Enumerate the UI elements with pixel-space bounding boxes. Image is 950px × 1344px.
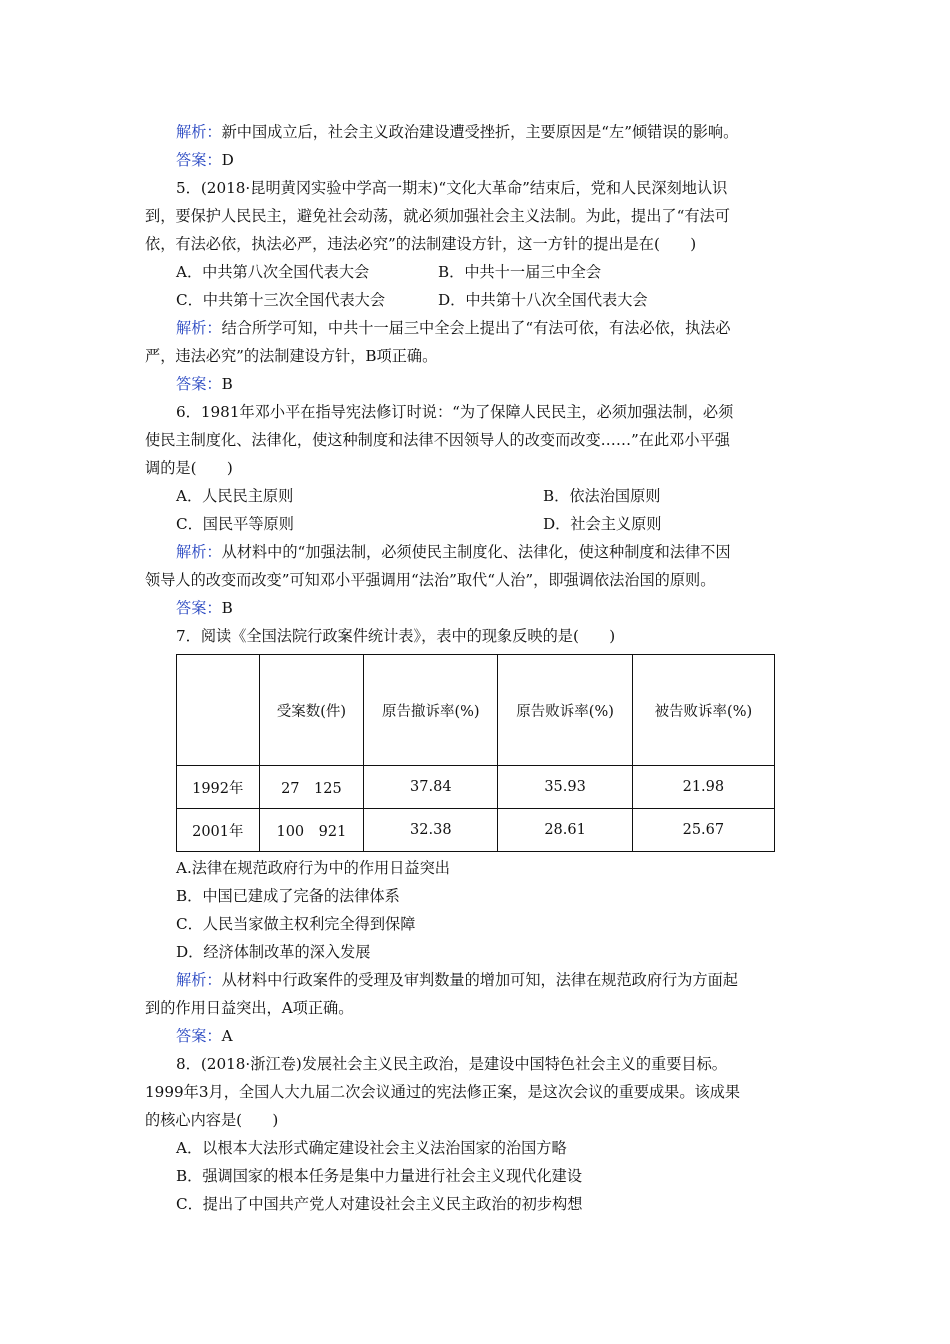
q6-stem-line2: 使民主制度化、法律化，使这种制度和法律不因领导人的改变而改变……”在此邓小平强: [145, 431, 730, 449]
q6-stem-line3: 调的是( ): [145, 459, 233, 477]
q5-stem-line1: 5．(2018·昆明黄冈实验中学高一期末)“文化大革命”结束后，党和人民深刻地认识: [176, 179, 728, 197]
q5-options-row1: [145, 258, 775, 286]
q8-option-b: B．强调国家的根本任务是集中力量进行社会主义现代化建设: [176, 1167, 583, 1185]
table-cell: 1992年: [177, 766, 260, 809]
q5-options-row2: [145, 286, 775, 314]
q5-option-a: A．中共第八次全国代表大会: [176, 263, 370, 281]
q7-answer: [145, 1022, 775, 1050]
q8-stem-line3: 的核心内容是( ): [145, 1111, 279, 1129]
analysis-text: 从材料中的“加强法制，必须使民主制度化、法律化，使这种制度和法律不因: [221, 543, 731, 561]
q6-stem-line1: 6．1981年邓小平在指导宪法修订时说：“为了保障人民民主，必须加强法制，必须: [176, 403, 734, 421]
q6-answer: [145, 594, 775, 622]
table-cell: 32.38: [364, 809, 498, 852]
q8-option-c: C．提出了中国共产党人对建设社会主义民主政治的初步构想: [176, 1195, 583, 1213]
table-cell: 28.61: [498, 809, 632, 852]
q6-options-row1: [145, 482, 775, 510]
answer-value: B: [221, 599, 233, 617]
q8-stem-line2: 1999年3月，全国人大九届二次会议通过的宪法修正案，是这次会议的重要成果。该成果: [145, 1083, 741, 1101]
table-cell: 21.98: [632, 766, 774, 809]
answer-value: B: [221, 375, 233, 393]
table-header-cell: 受案数(件): [259, 655, 364, 766]
analysis-label: 解析：: [176, 971, 222, 989]
table-header-cell: 原告撤诉率(%): [364, 655, 498, 766]
q7-analysis-line2: 到的作用日益突出，A项正确。: [145, 999, 354, 1017]
q5-answer: [145, 370, 775, 398]
q6-option-b: B．依法治国原则: [543, 487, 661, 505]
q6-analysis-line2: 领导人的改变而改变”可知邓小平强调用“法治”取代“人治”，即强调依法治国的原则。: [145, 571, 716, 589]
q8-option-a: A．以根本大法形式确定建设社会主义法治国家的治国方略: [176, 1139, 567, 1157]
q5-analysis-line1: [145, 314, 775, 342]
analysis-text: 新中国成立后，社会主义政治建设遭受挫折，主要原因是“左”倾错误的影响。: [221, 123, 739, 141]
q8-stem-line1: 8．(2018·浙江卷)发展社会主义民主政治，是建设中国特色社会主义的重要目标。: [176, 1055, 727, 1073]
q5-stem-line2: 到，要保护人民民主，避免社会动荡，就必须加强社会主义法制。为此，提出了“有法可: [145, 207, 730, 225]
q7-stem-line1: 7．阅读《全国法院行政案件统计表》，表中的现象反映的是( ): [176, 627, 616, 645]
answer-label: 答案：: [176, 599, 222, 617]
q7-analysis-line1: [145, 966, 775, 994]
q7-option-c: C．人民当家做主权利完全得到保障: [176, 915, 416, 933]
analysis-label: 解析：: [176, 123, 222, 141]
q5-stem-line3: 依，有法必依，执法必严，违法必究”的法制建设方针，这一方针的提出是在( ): [145, 235, 697, 253]
q7-option-a: A.法律在规范政府行为中的作用日益突出: [176, 859, 450, 877]
table-row: [177, 809, 775, 852]
table-cell: 27 125: [259, 766, 364, 809]
top-answer: [145, 146, 775, 174]
answer-label: 答案：: [176, 375, 222, 393]
analysis-text: 结合所学可知，中共十一届三中全会上提出了“有法可依，有法必依，执法必: [221, 319, 731, 337]
table-cell: 25.67: [632, 809, 774, 852]
answer-label: 答案：: [176, 1027, 222, 1045]
table-cell: 37.84: [364, 766, 498, 809]
q6-option-c: C．国民平等原则: [176, 515, 294, 533]
analysis-text: 从材料中行政案件的受理及审判数量的增加可知，法律在规范政府行为方面起: [221, 971, 738, 989]
table-cell: 35.93: [498, 766, 632, 809]
answer-label: 答案：: [176, 151, 222, 169]
q6-analysis-line1: [145, 538, 775, 566]
top-analysis: [145, 118, 775, 146]
table-header-cell: 被告败诉率(%): [632, 655, 774, 766]
q7-option-b: B．中国已建成了完备的法律体系: [176, 887, 400, 905]
analysis-label: 解析：: [176, 319, 222, 337]
q5-option-d: D．中共第十八次全国代表大会: [438, 291, 648, 309]
q6-option-d: D．社会主义原则: [543, 515, 662, 533]
q6-options-row2: [145, 510, 775, 538]
table-cell: 100 921: [259, 809, 364, 852]
analysis-label: 解析：: [176, 543, 222, 561]
document-page: [145, 118, 775, 1218]
q6-option-a: A．人民民主原则: [176, 487, 294, 505]
q5-analysis-line2: 严，违法必究”的法制建设方针，B项正确。: [145, 347, 438, 365]
answer-value: D: [221, 151, 234, 169]
table-cell: 2001年: [177, 809, 260, 852]
statistics-table: [176, 654, 775, 852]
table-header-cell: [177, 655, 260, 766]
q5-option-b: B．中共十一届三中全会: [438, 263, 602, 281]
table-header-cell: 原告败诉率(%): [498, 655, 632, 766]
table-row: [177, 766, 775, 809]
q5-option-c: C．中共第十三次全国代表大会: [176, 291, 386, 309]
table-header-row: [177, 655, 775, 766]
answer-value: A: [221, 1027, 233, 1045]
q7-option-d: D．经济体制改革的深入发展: [176, 943, 371, 961]
